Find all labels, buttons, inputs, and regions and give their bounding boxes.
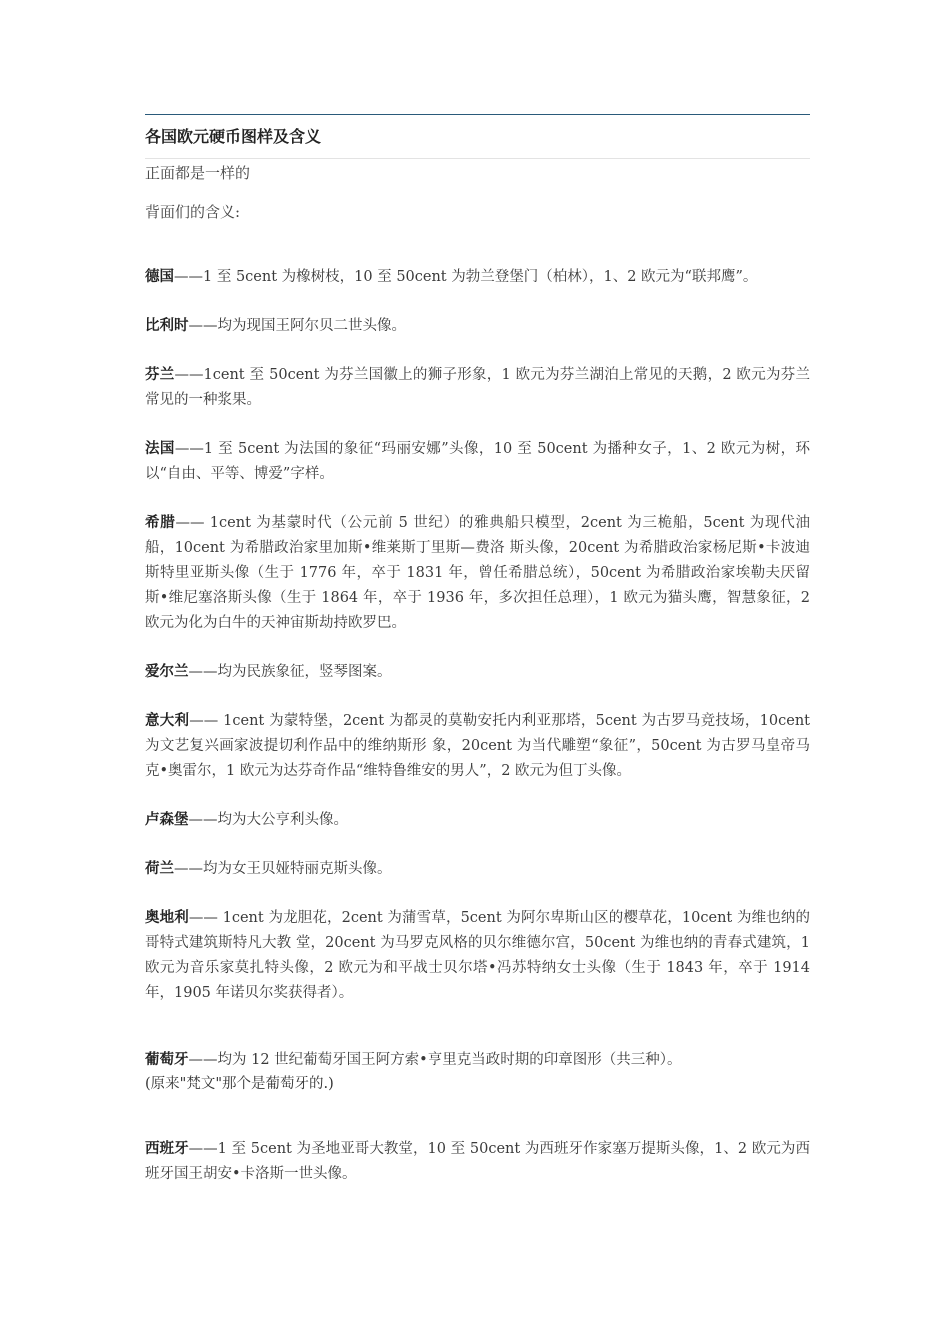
country-description: ——均为 12 世纪葡萄牙国王阿方索•亨里克当政时期的印章图形（共三种）。	[188, 1052, 682, 1068]
country-description: ——均为女王贝娅特丽克斯头像。	[174, 861, 392, 877]
country-entry-italy	[145, 709, 810, 784]
country-name: 法国	[145, 441, 175, 457]
country-description: ——均为民族象征，竖琴图案。	[188, 664, 392, 680]
country-description: ——1 至 5cent 为橡树枝，10 至 50cent 为勃兰登堡门（柏林），1、2 欧元为“联邦鹰”。	[174, 269, 758, 285]
country-name: 葡萄牙	[145, 1052, 189, 1068]
article-title: 各国欧元硬币图样及含义	[145, 127, 322, 146]
country-name: 卢森堡	[145, 812, 189, 828]
country-name: 西班牙	[145, 1141, 189, 1157]
country-description: ——均为大公亨利头像。	[188, 812, 348, 828]
country-description: ——均为现国王阿尔贝二世头像。	[188, 318, 406, 334]
country-name: 荷兰	[145, 861, 174, 877]
country-entry-austria	[145, 906, 810, 1006]
country-name: 希腊	[145, 515, 176, 531]
country-entry-greece	[145, 511, 810, 636]
country-name: 德国	[145, 269, 174, 285]
intro-line: 正面都是一样的	[145, 164, 251, 182]
country-name: 比利时	[145, 318, 189, 334]
country-entry-spain	[145, 1137, 810, 1187]
country-entry-france	[145, 437, 810, 487]
country-entry-netherlands	[145, 857, 810, 882]
title-divider	[145, 158, 810, 159]
country-description: ——1cent 至 50cent 为芬兰国徽上的狮子形象，1 欧元为芬兰湖泊上常见的天鹅，2 欧元为芬兰常见的一种浆果。	[145, 367, 810, 408]
country-description: —— 1cent 为基蒙时代（公元前 5 世纪）的雅典船只模型，2cent 为三桅船，5cent 为现代油船，10cent 为希腊政治家里加斯•维莱斯丁里斯—费洛 斯头像，20cent 为希腊政治家杨尼斯•卡波迪斯特里亚斯头像（生于 1776 年，卒于 1831 年，曾任希腊总统），50cent 为希腊政治家埃勒夫厌留 斯•维尼塞洛斯头像（生于 1864 年，卒于 1936 年，多次担任总理），1 欧元为猫头鹰，智慧象征，2 欧元为化为白牛的天神宙斯劫持欧罗巴。	[145, 515, 811, 631]
portugal-note: (原来"梵文"那个是葡萄牙的.)	[145, 1076, 334, 1092]
country-entry-portugal	[145, 1048, 810, 1073]
country-entry-germany	[145, 265, 810, 290]
article	[145, 114, 810, 1187]
country-entry-luxembourg	[145, 808, 810, 833]
country-description: —— 1cent 为龙胆花，2cent 为蒲雪草，5cent 为阿尔卑斯山区的樱草花，10cent 为维也纳的哥特式建筑斯特凡大教 堂，20cent 为马罗克风格的贝尔维德尔宫，50cent 为维也纳的青春式建筑，1 欧元为音乐家莫扎特头像，2 欧元为和平战士贝尔塔•冯苏特纳女士头像（生于 1843 年，卒于 1914 年，1905 年诺贝尔奖获得者）。	[145, 910, 811, 1001]
country-entry-ireland	[145, 660, 810, 685]
intro-line: 背面们的含义:	[145, 203, 241, 221]
country-name: 爱尔兰	[145, 664, 189, 680]
country-description: ——1 至 5cent 为法国的象征“玛丽安娜”头像，10 至 50cent 为播种女子，1、2 欧元为树，环以“自由、平等、博爱”字样。	[145, 441, 811, 482]
country-name: 奥地利	[145, 910, 189, 926]
country-description: ——1 至 5cent 为圣地亚哥大教堂，10 至 50cent 为西班牙作家塞万提斯头像，1、2 欧元为西班牙国王胡安•卡洛斯一世头像。	[145, 1141, 810, 1182]
country-description: —— 1cent 为蒙特堡，2cent 为都灵的莫勒安托内利亚那塔，5cent 为古罗马竞技场，10cent 为文艺复兴画家波提切利作品中的维纳斯形 象，20cent 为当代雕塑“象征”，50cent 为古罗马皇帝马克•奥雷尔，1 欧元为达芬奇作品“维特鲁维安的男人”，2 欧元为但丁头像。	[145, 713, 811, 779]
country-name: 意大利	[145, 713, 190, 729]
country-name: 芬兰	[145, 367, 175, 383]
country-entry-finland	[145, 363, 810, 413]
country-entry-belgium	[145, 314, 810, 339]
